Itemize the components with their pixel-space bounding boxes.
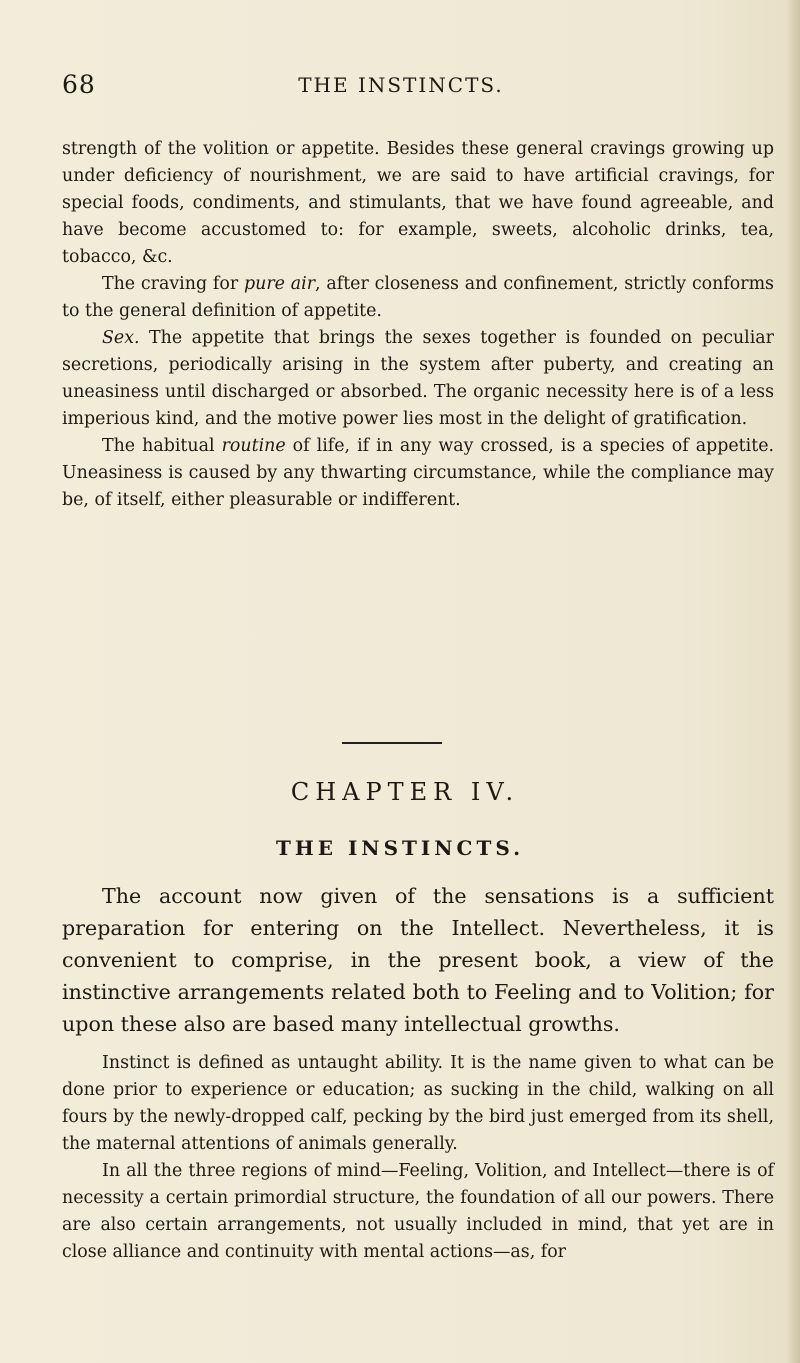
paragraph-pure-air: The craving for pure air, after closeness and confinement, strictly conforms to the general definition of appetite. [62, 274, 774, 321]
previous-chapter-text [62, 136, 774, 514]
page-header [62, 70, 740, 106]
paragraph-instinct-definition: Instinct is defined as untaught ability. It is the name given to what can be done prior to experience or education; as sucking in the child, walking on all fours by the newly-dropped calf, pecking by the bird just emerged from its shell, the maternal attentions of animals generally. [62, 1053, 774, 1154]
running-head: THE INSTINCTS. [298, 73, 504, 97]
emphasis-pure-air: pure air [243, 274, 316, 294]
paragraph-intro: The account now given of the sensations is a sufficient preparation for entering on the Intellect. Nevertheless, it is convenient to comprise, in the present book, a view of the instinctive arrangements related both to Feeling and to Volition; for upon these also are based many intellectual growths. [62, 884, 774, 1036]
chapter-intro-text [62, 880, 774, 1040]
paragraph-artificial-cravings: strength of the volition or appetite. Besides these general cravings growing up under deficiency of nourishment, we are said to have artificial cravings, for special foods, condiments, and stimulants, that we have found agreeable, and have become accustomed to: for example, sweets, alcoholic drinks, tea, tobacco, &c. [62, 139, 774, 267]
chapter-heading: CHAPTER IV. [290, 778, 520, 806]
paragraph-three-regions: In all the three regions of mind—Feeling, Volition, and Intellect—there is of necessity a certain primordial structure, the foundation of all our powers. There are also certain arrangements, not usually included in mind, that yet are in close alliance and continuity with mental actions—as, for [62, 1161, 774, 1262]
emphasis-sex: Sex. [102, 328, 140, 348]
paragraph-routine: The habitual routine of life, if in any way crossed, is a species of appetite. Uneasiness is caused by any thwarting circumstance, while the compliance may be, of itself, either pleasurable or indifferent. [62, 436, 775, 510]
emphasis-routine: routine [221, 436, 286, 456]
chapter-title: THE INSTINCTS. [275, 836, 525, 860]
section-divider-rule [342, 742, 442, 744]
paragraph-sex: Sex. The appetite that brings the sexes together is founded on peculiar secretions, periodically arising in the system after puberty, and creating an uneasiness until discharged or absorbed. The organic necessity here is of a less imperious kind, and the motive power lies most in the delight of gratification. [62, 328, 774, 429]
page-edge-shadow [786, 0, 800, 1363]
page-number: 68 [62, 70, 96, 99]
chapter-body-text [62, 1050, 774, 1266]
